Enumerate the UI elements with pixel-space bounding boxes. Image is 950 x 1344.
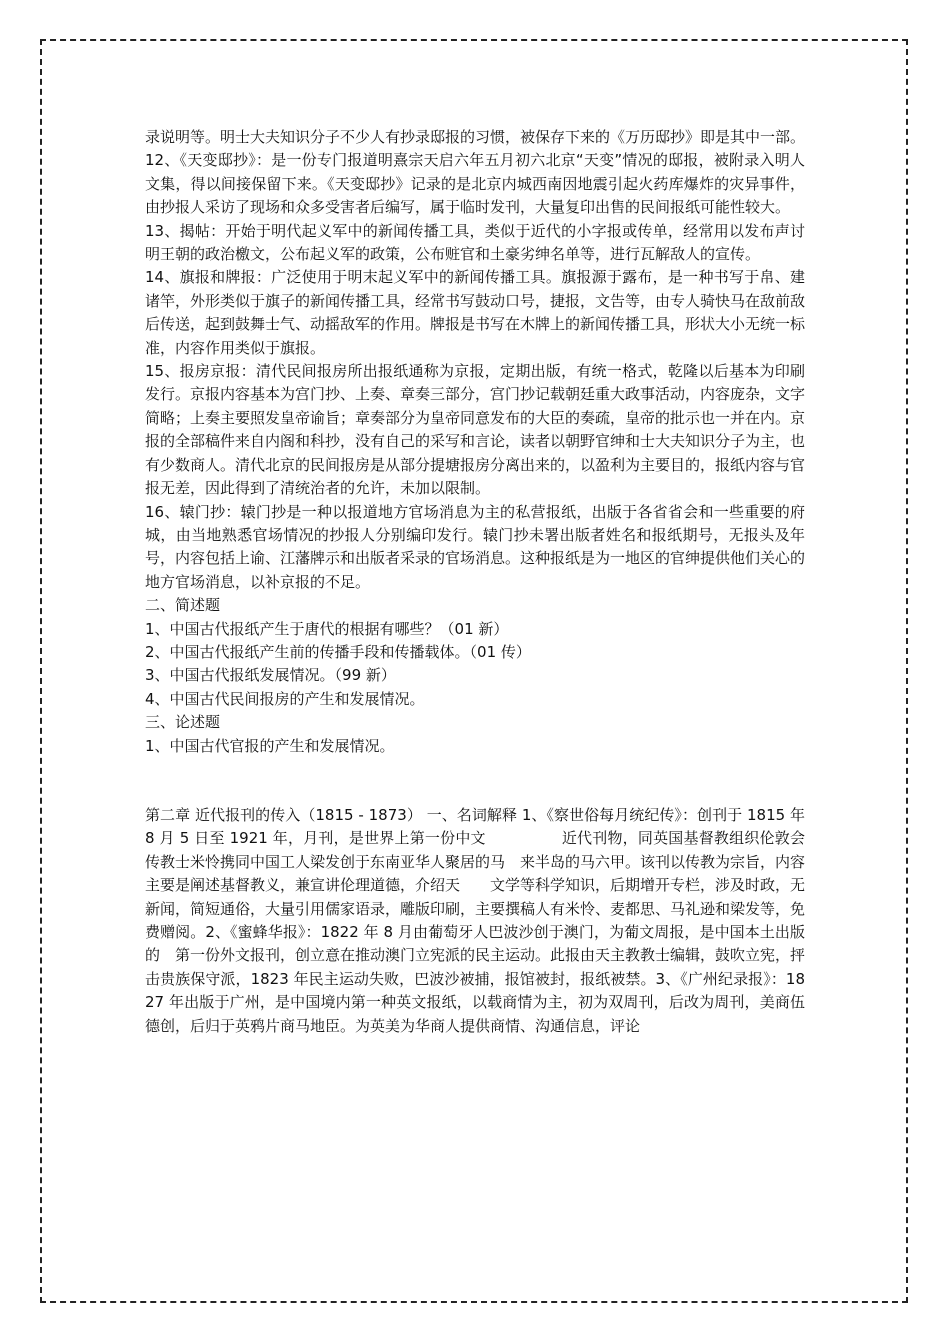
document-body — [145, 126, 805, 1038]
paragraph-continuation: 录说明等。明士大夫知识分子不少人有抄录邸报的习惯，被保存下来的《万历邸抄》即是其中一部。 — [145, 128, 806, 146]
entry-qibao-paibao: 14、旗报和牌报：广泛使用于明末起义军中的新闻传播工具。旗报源于露布，是一种书写于帛、建诸竿，外形类似于旗子的新闻传播工具，经常书写鼓动口号，捷报，文告等，由专人骑快马在敌前敌后传送，起到鼓舞士气、动摇敌军的作用。牌报是书写在木牌上的新闻传播工具，形状大小无统一标准，内容作用类似于旗报。 — [145, 268, 806, 357]
question-item: 4、中国古代民间报房的产生和发展情况。 — [145, 689, 425, 708]
question-item: 1、中国古代报纸产生于唐代的根据有哪些？（01 新） — [145, 619, 509, 638]
entry-jietie: 13、揭帖：开始于明代起义军中的新闻传播工具，类似于近代的小字报或传单，经常用以发布声讨明王朝的政治檄文，公布起义军的政策，公布赃官和土豪劣绅名单等，进行瓦解敌人的宣传。 — [145, 221, 805, 264]
entry-baofang-jingbao: 15、报房京报：清代民间报房所出报纸通称为京报，定期出版，有统一格式，乾隆以后基本为印刷发行。京报内容基本为宫门抄、上奏、章奏三部分，宫门抄记载朝廷重大政事活动，内容庞杂，文字简略；上奏主要照发皇帝谕旨；章奏部分为皇帝同意发布的大臣的奏疏，皇帝的批示也一并在内。京报的全部稿件来自内阁和科抄，没有自己的采写和言论，读者以朝野官绅和士大夫知识分子为主，也有少数商人。清代北京的民间报房是从部分提塘报房分离出来的，以盈利为主要目的，报纸内容与官报无差，因此得到了清统治者的允许，未加以限制。 — [145, 362, 806, 498]
paragraph-gap — [145, 758, 805, 804]
question-item: 2、中国古代报纸产生前的传播手段和传播载体。（01 传） — [145, 642, 531, 661]
section-heading-short-answer: 二、简述题 — [145, 596, 221, 615]
question-item: 1、中国古代官报的产生和发展情况。 — [145, 736, 395, 755]
chapter-two-paragraph: 第二章 近代报刊的传入（1815 - 1873） 一、名词解释 1、《察世俗每月统纪传》：创刊于 1815 年 8 月 5 日至 1921 年，月刊，是世界上第一份中文 近代刊物，同英国基督教组织伦敦会传教士米怜携同中国工人梁发创于东南亚华人聚居的马 来半岛的马六甲。该刊以传教为宗旨，内容主要是阐述基督教义，兼宣讲伦理道德，介绍天 文学等科学知识，后期增开专栏，涉及时政，无新闻，简短通俗，大量引用儒家语录，雕版印刷，主要撰稿人有米怜、麦都思、马礼逊和梁发等，免费赠阅。2、《蜜蜂华报》：1822 年 8 月由葡萄牙人巴波沙创于澳门，为葡文周报，是中国本土出版的 第一份外文报刊，创立意在推动澳门立宪派的民主运动。此报由天主教教士编辑，鼓吹立宪，抨击贵族保守派，1823 年民主运动失败，巴波沙被捕，报馆被封，报纸被禁。3、《广州纪录报》：1827 年出版于广州，是中国境内第一种英文报纸，以载商情为主，初为双周刊，后改为周刊，美商伍德创，后归于英鸦片商马地臣。为英美为华商人提供商情、沟通信息，评论 — [145, 805, 806, 1035]
section-heading-essay: 三、论述题 — [145, 713, 221, 732]
entry-yuanmenchao: 16、辕门抄：辕门抄是一种以报道地方官场消息为主的私营报纸，出版于各省省会和一些重要的府城，由当地熟悉官场情况的抄报人分别编印发行。辕门抄未署出版者姓名和报纸期号，无报头及年号，内容包括上谕、江藩牌示和出版者采录的官场消息。这种报纸是为一地区的官绅提供他们关心的地方官场消息，以补京报的不足。 — [145, 502, 806, 591]
question-item: 3、中国古代报纸发展情况。（99 新） — [145, 666, 396, 685]
entry-tianbian-dichao: 12、《天变邸抄》：是一份专门报道明熹宗天启六年五月初六北京“天变”情况的邸报，被附录入明人文集，得以间接保留下来。《天变邸抄》记录的是北京内城西南因地震引起火药库爆炸的灾异事件，由抄报人采访了现场和众多受害者后编写，属于临时发刊，大量复印出售的民间报纸可能性较大。 — [145, 151, 805, 217]
